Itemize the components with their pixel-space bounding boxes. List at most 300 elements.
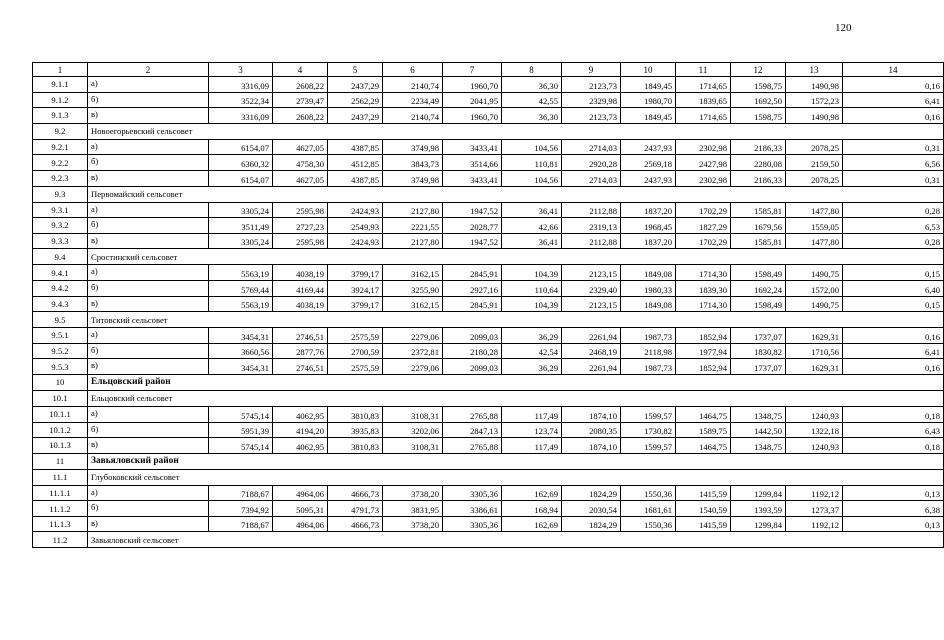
row-label: б)	[88, 92, 209, 108]
value-cell: 0,13	[843, 485, 944, 501]
value-cell: 3255,90	[383, 280, 443, 296]
row-code: 9.2.1	[33, 139, 88, 155]
value-cell: 104,39	[502, 296, 562, 312]
value-cell: 3935,83	[328, 422, 383, 438]
value-cell: 1737,07	[731, 359, 786, 375]
row-label: а)	[88, 202, 209, 218]
value-cell: 6,41	[843, 92, 944, 108]
row-label: а)	[88, 328, 209, 344]
value-cell: 1852,94	[676, 328, 731, 344]
value-cell: 2427,98	[676, 155, 731, 171]
value-cell: 3433,41	[443, 170, 502, 186]
column-header: 5	[328, 63, 383, 77]
row-code: 9.1.3	[33, 108, 88, 124]
value-cell: 1679,56	[731, 218, 786, 234]
table-row	[33, 92, 944, 108]
value-cell: 1852,94	[676, 359, 731, 375]
table-row	[33, 501, 944, 517]
value-cell: 117,49	[502, 438, 562, 454]
value-cell: 3522,34	[209, 92, 273, 108]
value-cell: 1968,45	[621, 218, 676, 234]
value-cell: 2159,50	[786, 155, 843, 171]
value-cell: 2112,88	[562, 202, 621, 218]
row-label: б)	[88, 422, 209, 438]
row-label: в)	[88, 438, 209, 454]
value-cell: 4387,85	[328, 139, 383, 155]
row-label: а)	[88, 485, 209, 501]
table-row	[33, 296, 944, 312]
row-code: 10.1.1	[33, 406, 88, 422]
value-cell: 1442,50	[731, 422, 786, 438]
table-row	[33, 359, 944, 375]
value-cell: 5769,44	[209, 280, 273, 296]
value-cell: 36,30	[502, 108, 562, 124]
value-cell: 2437,93	[621, 170, 676, 186]
value-cell: 2261,94	[562, 328, 621, 344]
value-cell: 2234,49	[383, 92, 443, 108]
row-code: 10.1	[33, 390, 88, 406]
row-label: б)	[88, 501, 209, 517]
value-cell: 104,39	[502, 265, 562, 281]
value-cell: 2575,59	[328, 328, 383, 344]
value-cell: 2261,94	[562, 359, 621, 375]
value-cell: 0,28	[843, 233, 944, 249]
value-cell: 0,31	[843, 139, 944, 155]
value-cell: 2041,95	[443, 92, 502, 108]
value-cell: 1240,93	[786, 406, 843, 422]
value-cell: 1348,75	[731, 438, 786, 454]
section-row	[33, 249, 944, 265]
row-code: 11	[33, 453, 88, 469]
value-cell: 1977,94	[676, 343, 731, 359]
value-cell: 3108,31	[383, 406, 443, 422]
value-cell: 1598,75	[731, 108, 786, 124]
value-cell: 1839,65	[676, 92, 731, 108]
row-label: б)	[88, 218, 209, 234]
settlement-title: Сростинский сельсовет	[88, 249, 944, 265]
value-cell: 1550,36	[621, 516, 676, 532]
value-cell: 0,16	[843, 108, 944, 124]
value-cell: 2279,06	[383, 328, 443, 344]
value-cell: 1540,59	[676, 501, 731, 517]
column-header: 2	[88, 63, 209, 77]
value-cell: 1987,73	[621, 328, 676, 344]
settlement-title: Глубоковский сельсовет	[88, 469, 944, 485]
value-cell: 168,94	[502, 501, 562, 517]
value-cell: 3514,66	[443, 155, 502, 171]
value-cell: 1824,29	[562, 485, 621, 501]
value-cell: 2608,22	[273, 108, 328, 124]
value-cell: 2279,06	[383, 359, 443, 375]
value-cell: 1681,61	[621, 501, 676, 517]
value-cell: 2927,16	[443, 280, 502, 296]
value-cell: 1598,75	[731, 77, 786, 93]
table-row	[33, 202, 944, 218]
value-cell: 6,53	[843, 218, 944, 234]
value-cell: 2112,88	[562, 233, 621, 249]
value-cell: 1550,36	[621, 485, 676, 501]
row-code: 9.2.2	[33, 155, 88, 171]
value-cell: 104,56	[502, 139, 562, 155]
settlement-title: Новоегорьевский сельсовет	[88, 123, 944, 139]
row-code: 9.1.1	[33, 77, 88, 93]
value-cell: 1714,65	[676, 108, 731, 124]
value-cell: 2123,15	[562, 265, 621, 281]
value-cell: 2608,22	[273, 77, 328, 93]
row-code: 9.1.2	[33, 92, 88, 108]
value-cell: 2302,98	[676, 170, 731, 186]
value-cell: 2700,59	[328, 343, 383, 359]
value-cell: 2030,54	[562, 501, 621, 517]
value-cell: 7394,92	[209, 501, 273, 517]
value-cell: 36,29	[502, 359, 562, 375]
value-cell: 1980,33	[621, 280, 676, 296]
value-cell: 1477,80	[786, 202, 843, 218]
value-cell: 1477,80	[786, 233, 843, 249]
value-cell: 2920,28	[562, 155, 621, 171]
value-cell: 1714,30	[676, 296, 731, 312]
value-cell: 6360,32	[209, 155, 273, 171]
value-cell: 2123,73	[562, 77, 621, 93]
value-cell: 1824,29	[562, 516, 621, 532]
value-cell: 2595,98	[273, 202, 328, 218]
value-cell: 1415,59	[676, 485, 731, 501]
column-header: 14	[843, 63, 944, 77]
table-row	[33, 438, 944, 454]
value-cell: 3433,41	[443, 139, 502, 155]
value-cell: 1572,00	[786, 280, 843, 296]
value-cell: 2186,33	[731, 139, 786, 155]
value-cell: 1837,20	[621, 202, 676, 218]
value-cell: 3738,20	[383, 516, 443, 532]
value-cell: 1874,10	[562, 438, 621, 454]
value-cell: 3316,09	[209, 77, 273, 93]
value-cell: 3162,15	[383, 296, 443, 312]
value-cell: 2877,76	[273, 343, 328, 359]
row-code: 9.5	[33, 312, 88, 328]
value-cell: 2123,15	[562, 296, 621, 312]
value-cell: 1464,75	[676, 406, 731, 422]
value-cell: 2437,93	[621, 139, 676, 155]
header-row	[33, 63, 944, 77]
value-cell: 1572,23	[786, 92, 843, 108]
value-cell: 0,13	[843, 516, 944, 532]
value-cell: 1464,75	[676, 438, 731, 454]
value-cell: 1240,93	[786, 438, 843, 454]
value-cell: 4194,20	[273, 422, 328, 438]
section-row	[33, 186, 944, 202]
value-cell: 3511,49	[209, 218, 273, 234]
value-cell: 5563,19	[209, 265, 273, 281]
value-cell: 3454,31	[209, 359, 273, 375]
value-cell: 1585,81	[731, 233, 786, 249]
value-cell: 0,18	[843, 406, 944, 422]
settlement-title: Титовский сельсовет	[88, 312, 944, 328]
column-header: 13	[786, 63, 843, 77]
value-cell: 3305,24	[209, 202, 273, 218]
value-cell: 3738,20	[383, 485, 443, 501]
row-label: в)	[88, 108, 209, 124]
table-row	[33, 516, 944, 532]
value-cell: 1710,56	[786, 343, 843, 359]
value-cell: 123,74	[502, 422, 562, 438]
row-code: 11.1.1	[33, 485, 88, 501]
table-row	[33, 170, 944, 186]
value-cell: 1322,18	[786, 422, 843, 438]
table-row	[33, 343, 944, 359]
value-cell: 2424,93	[328, 202, 383, 218]
table-row	[33, 233, 944, 249]
value-cell: 3799,17	[328, 265, 383, 281]
value-cell: 1692,50	[731, 92, 786, 108]
table-row	[33, 485, 944, 501]
value-cell: 2845,91	[443, 265, 502, 281]
column-header: 7	[443, 63, 502, 77]
value-cell: 2099,03	[443, 359, 502, 375]
section-row	[33, 374, 944, 390]
value-cell: 104,56	[502, 170, 562, 186]
value-cell: 3810,83	[328, 406, 383, 422]
row-label: а)	[88, 406, 209, 422]
value-cell: 1839,30	[676, 280, 731, 296]
value-cell: 2127,80	[383, 233, 443, 249]
value-cell: 2847,13	[443, 422, 502, 438]
row-code: 11.1	[33, 469, 88, 485]
section-row	[33, 390, 944, 406]
value-cell: 1960,70	[443, 108, 502, 124]
value-cell: 1947,52	[443, 233, 502, 249]
settlement-title: Ельцовский сельсовет	[88, 390, 944, 406]
value-cell: 2468,19	[562, 343, 621, 359]
row-code: 9.4.3	[33, 296, 88, 312]
value-cell: 2765,88	[443, 406, 502, 422]
row-code: 11.1.2	[33, 501, 88, 517]
value-cell: 1273,37	[786, 501, 843, 517]
value-cell: 1987,73	[621, 359, 676, 375]
value-cell: 2746,51	[273, 359, 328, 375]
value-cell: 4964,06	[273, 485, 328, 501]
value-cell: 2123,73	[562, 108, 621, 124]
value-cell: 4062,95	[273, 406, 328, 422]
value-cell: 1299,84	[731, 485, 786, 501]
row-label: в)	[88, 296, 209, 312]
value-cell: 2127,80	[383, 202, 443, 218]
value-cell: 1490,98	[786, 108, 843, 124]
row-code: 9.4.1	[33, 265, 88, 281]
value-cell: 6,56	[843, 155, 944, 171]
value-cell: 2221,55	[383, 218, 443, 234]
value-cell: 3749,98	[383, 139, 443, 155]
value-cell: 3831,95	[383, 501, 443, 517]
column-header: 9	[562, 63, 621, 77]
value-cell: 4791,73	[328, 501, 383, 517]
section-row	[33, 453, 944, 469]
row-code: 10	[33, 374, 88, 390]
value-cell: 6,43	[843, 422, 944, 438]
value-cell: 1490,98	[786, 77, 843, 93]
row-code: 9.4	[33, 249, 88, 265]
value-cell: 3108,31	[383, 438, 443, 454]
value-cell: 2118,98	[621, 343, 676, 359]
value-cell: 1714,65	[676, 77, 731, 93]
value-cell: 2329,98	[562, 92, 621, 108]
row-label: а)	[88, 77, 209, 93]
value-cell: 2080,35	[562, 422, 621, 438]
value-cell: 2739,47	[273, 92, 328, 108]
value-cell: 0,28	[843, 202, 944, 218]
row-label: в)	[88, 170, 209, 186]
value-cell: 2319,13	[562, 218, 621, 234]
value-cell: 4038,19	[273, 265, 328, 281]
table-row	[33, 265, 944, 281]
row-code: 10.1.2	[33, 422, 88, 438]
table-row	[33, 406, 944, 422]
settlement-title: Завьяловский сельсовет	[88, 532, 944, 548]
row-label: а)	[88, 265, 209, 281]
column-header: 12	[731, 63, 786, 77]
value-cell: 0,16	[843, 328, 944, 344]
value-cell: 42,66	[502, 218, 562, 234]
value-cell: 1393,59	[731, 501, 786, 517]
value-cell: 2140,74	[383, 77, 443, 93]
value-cell: 42,55	[502, 92, 562, 108]
value-cell: 4512,85	[328, 155, 383, 171]
value-cell: 3924,17	[328, 280, 383, 296]
value-cell: 0,16	[843, 359, 944, 375]
value-cell: 1849,08	[621, 296, 676, 312]
value-cell: 3799,17	[328, 296, 383, 312]
value-cell: 162,69	[502, 485, 562, 501]
value-cell: 6,40	[843, 280, 944, 296]
value-cell: 1980,70	[621, 92, 676, 108]
value-cell: 1737,07	[731, 328, 786, 344]
value-cell: 4169,44	[273, 280, 328, 296]
table-body	[33, 63, 944, 548]
row-label: в)	[88, 359, 209, 375]
value-cell: 1299,84	[731, 516, 786, 532]
value-cell: 1192,12	[786, 516, 843, 532]
value-cell: 3660,56	[209, 343, 273, 359]
value-cell: 1629,31	[786, 328, 843, 344]
value-cell: 36,30	[502, 77, 562, 93]
value-cell: 2765,88	[443, 438, 502, 454]
value-cell: 1589,75	[676, 422, 731, 438]
value-cell: 1415,59	[676, 516, 731, 532]
value-cell: 1598,49	[731, 296, 786, 312]
value-cell: 162,69	[502, 516, 562, 532]
value-cell: 6,41	[843, 343, 944, 359]
value-cell: 2714,03	[562, 139, 621, 155]
tariff-table	[32, 62, 944, 548]
value-cell: 1702,29	[676, 233, 731, 249]
value-cell: 3810,83	[328, 438, 383, 454]
section-row	[33, 469, 944, 485]
row-code: 9.3	[33, 186, 88, 202]
value-cell: 2562,29	[328, 92, 383, 108]
value-cell: 3305,36	[443, 485, 502, 501]
value-cell: 1830,82	[731, 343, 786, 359]
value-cell: 36,41	[502, 233, 562, 249]
value-cell: 36,41	[502, 202, 562, 218]
value-cell: 5745,14	[209, 438, 273, 454]
column-header: 1	[33, 63, 88, 77]
value-cell: 4038,19	[273, 296, 328, 312]
section-row	[33, 123, 944, 139]
value-cell: 2746,51	[273, 328, 328, 344]
table-row	[33, 328, 944, 344]
value-cell: 5745,14	[209, 406, 273, 422]
row-code: 9.5.3	[33, 359, 88, 375]
row-code: 9.3.1	[33, 202, 88, 218]
value-cell: 1714,30	[676, 265, 731, 281]
settlement-title: Первомайский сельсовет	[88, 186, 944, 202]
value-cell: 2280,08	[731, 155, 786, 171]
value-cell: 0,16	[843, 77, 944, 93]
value-cell: 1559,05	[786, 218, 843, 234]
value-cell: 1490,75	[786, 296, 843, 312]
row-code: 11.2	[33, 532, 88, 548]
row-code: 9.2.3	[33, 170, 88, 186]
district-title: Завьяловский район	[88, 453, 944, 469]
row-code: 9.4.2	[33, 280, 88, 296]
value-cell: 4666,73	[328, 485, 383, 501]
value-cell: 0,31	[843, 170, 944, 186]
value-cell: 3202,06	[383, 422, 443, 438]
row-code: 9.5.1	[33, 328, 88, 344]
value-cell: 2845,91	[443, 296, 502, 312]
value-cell: 4387,85	[328, 170, 383, 186]
row-code: 9.2	[33, 123, 88, 139]
value-cell: 1598,49	[731, 265, 786, 281]
value-cell: 6154,07	[209, 139, 273, 155]
section-row	[33, 312, 944, 328]
column-header: 4	[273, 63, 328, 77]
table-row	[33, 108, 944, 124]
value-cell: 1348,75	[731, 406, 786, 422]
value-cell: 1874,10	[562, 406, 621, 422]
value-cell: 3162,15	[383, 265, 443, 281]
value-cell: 2714,03	[562, 170, 621, 186]
row-label: б)	[88, 343, 209, 359]
value-cell: 6154,07	[209, 170, 273, 186]
value-cell: 110,64	[502, 280, 562, 296]
value-cell: 117,49	[502, 406, 562, 422]
value-cell: 1947,52	[443, 202, 502, 218]
value-cell: 0,15	[843, 296, 944, 312]
value-cell: 3843,73	[383, 155, 443, 171]
value-cell: 3305,24	[209, 233, 273, 249]
value-cell: 1849,45	[621, 108, 676, 124]
value-cell: 2549,93	[328, 218, 383, 234]
value-cell: 2727,23	[273, 218, 328, 234]
row-label: в)	[88, 516, 209, 532]
value-cell: 2028,77	[443, 218, 502, 234]
value-cell: 1702,29	[676, 202, 731, 218]
value-cell: 3454,31	[209, 328, 273, 344]
value-cell: 1490,75	[786, 265, 843, 281]
value-cell: 4062,95	[273, 438, 328, 454]
value-cell: 4627,05	[273, 170, 328, 186]
value-cell: 2140,74	[383, 108, 443, 124]
row-code: 9.5.2	[33, 343, 88, 359]
value-cell: 7188,67	[209, 485, 273, 501]
value-cell: 2180,28	[443, 343, 502, 359]
column-header: 10	[621, 63, 676, 77]
value-cell: 2424,93	[328, 233, 383, 249]
value-cell: 2437,29	[328, 77, 383, 93]
row-label: б)	[88, 280, 209, 296]
district-title: Ельцовский район	[88, 374, 944, 390]
